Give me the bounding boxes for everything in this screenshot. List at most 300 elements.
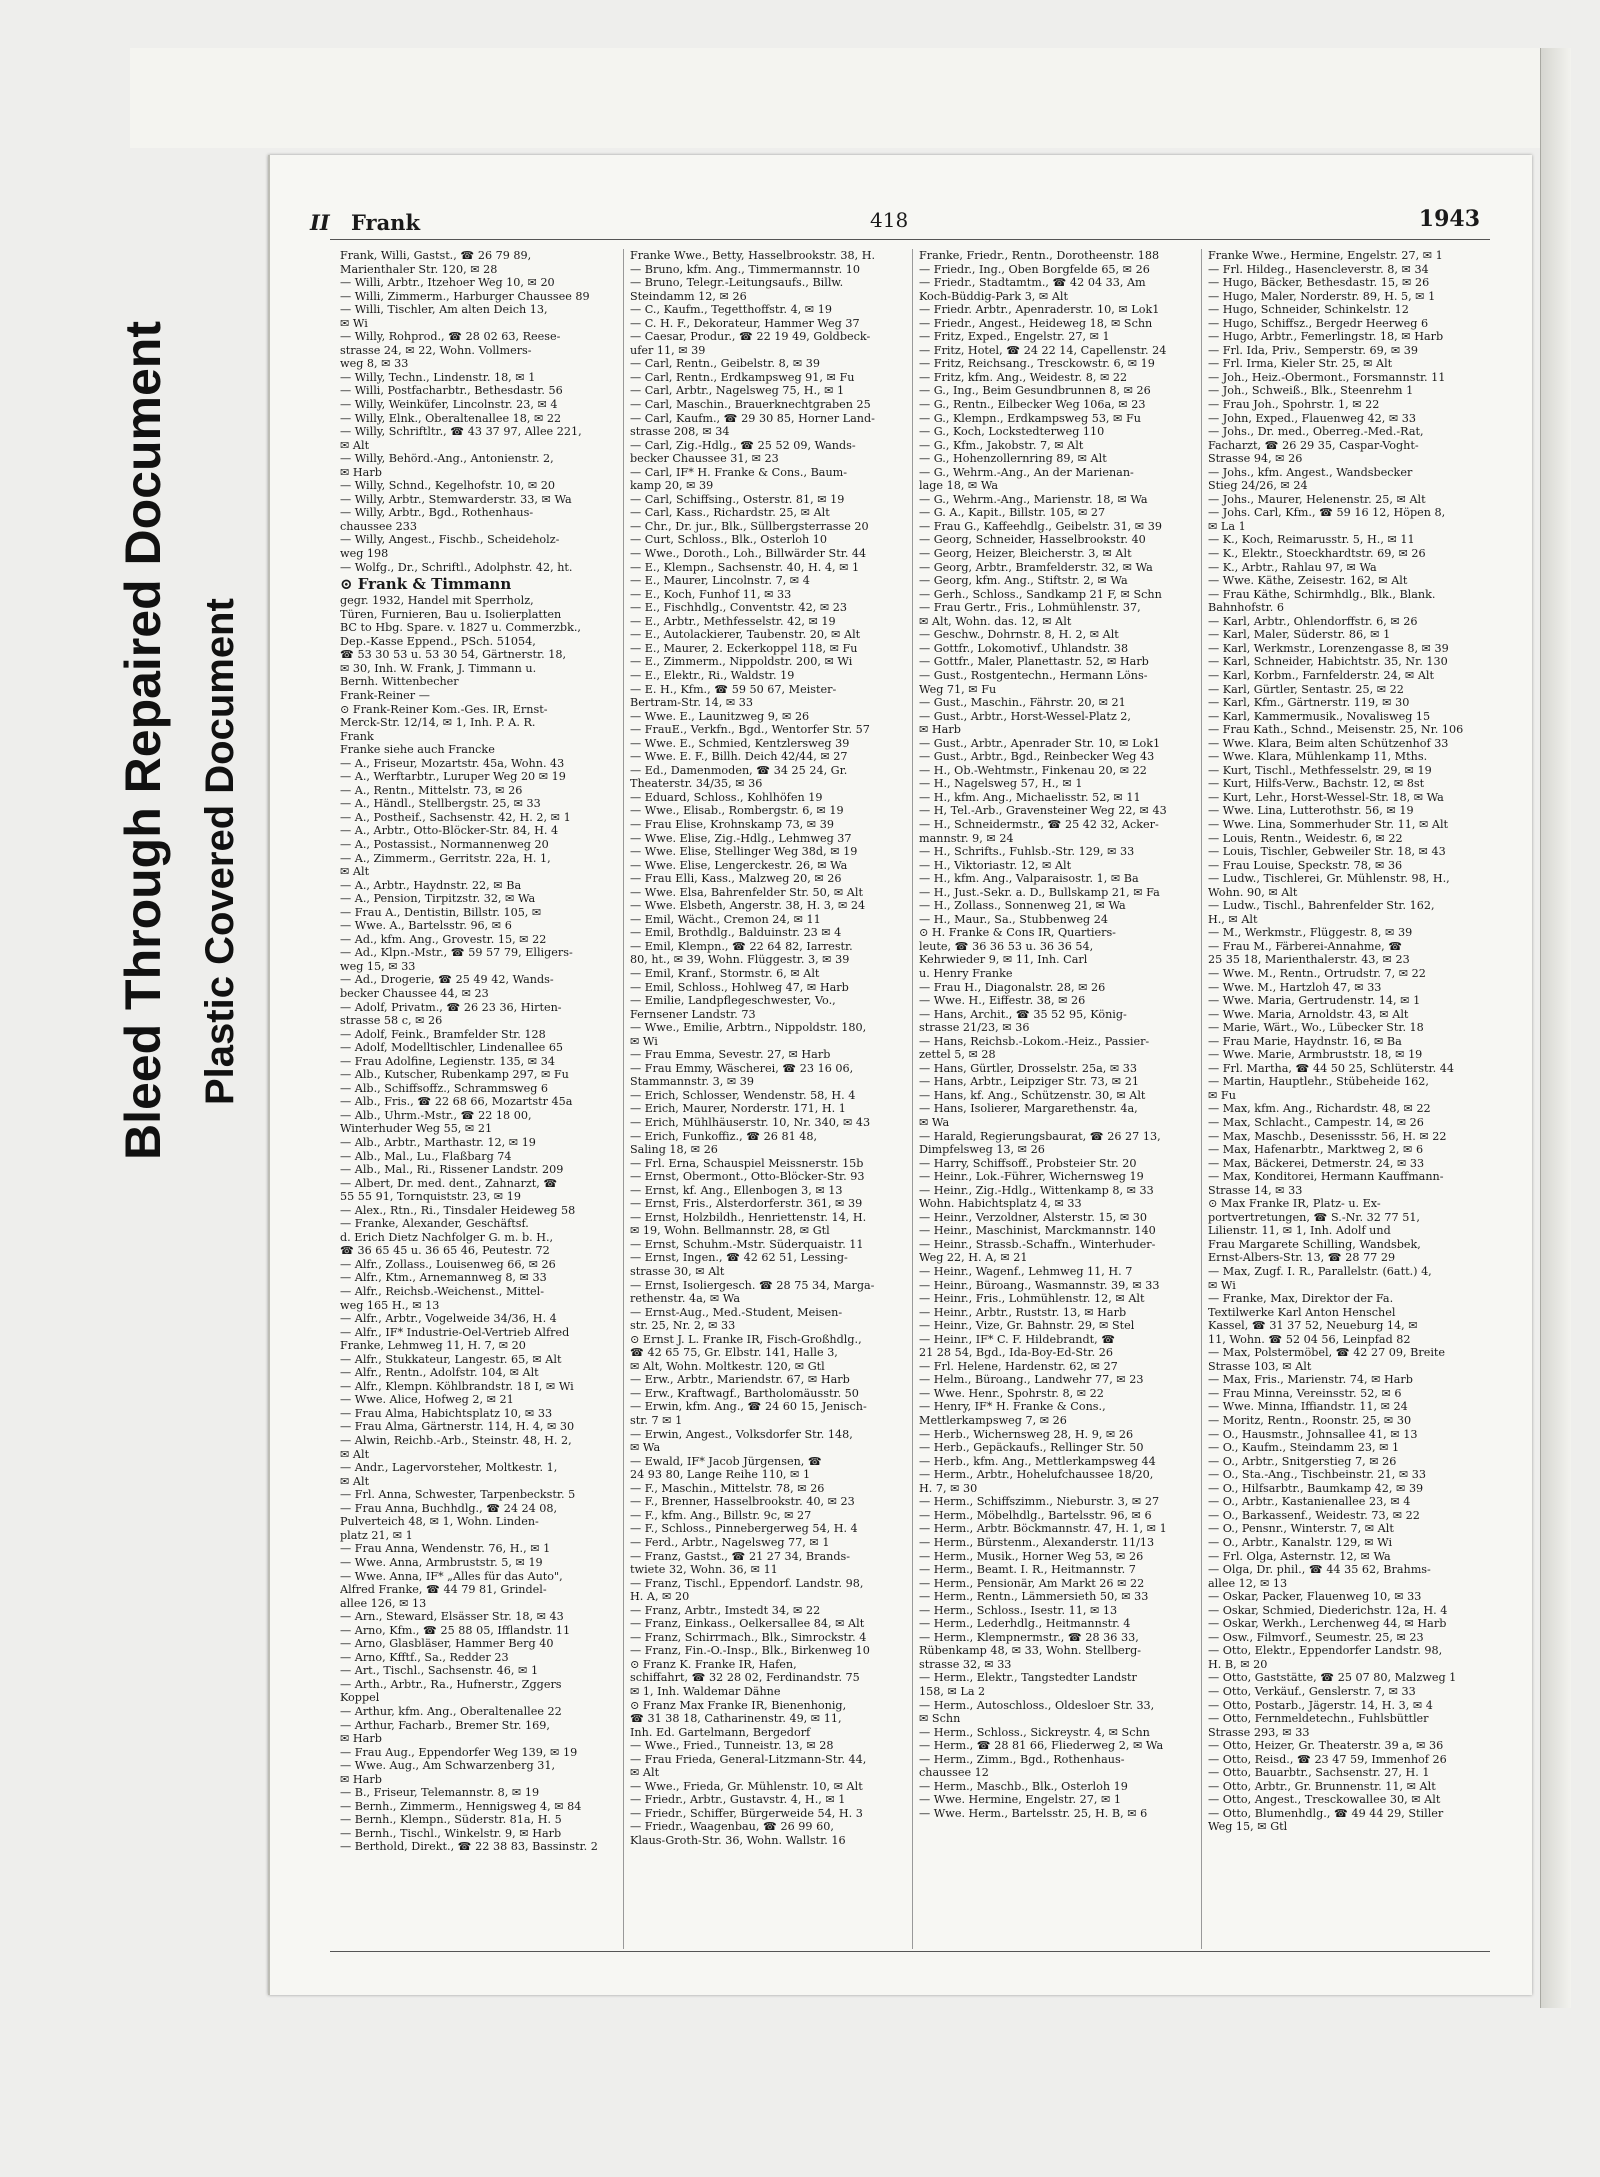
header-rule	[330, 239, 1490, 240]
directory-entry-line: — Herm., Elektr., Tangstedter Landstr	[919, 1671, 1137, 1685]
directory-entry-line: — Herm., Möbelhdlg., Bartelsstr. 96, ✉ 6	[919, 1508, 1152, 1522]
directory-entry-line: — Emil, Schloss., Hohlweg 47, ✉ Harb	[630, 980, 849, 994]
directory-entry-line: — Frau Minna, Vereinsstr. 52, ✉ 6	[1208, 1386, 1402, 1400]
directory-entry-line: — Wwe., Emilie, Arbtrn., Nippoldstr. 180,	[630, 1021, 867, 1035]
directory-entry-line: — Carl, Kass., Richardstr. 25, ✉ Alt	[630, 506, 830, 520]
directory-entry-line: — Frau G., Kaffeehdlg., Geibelstr. 31, ✉ 39	[919, 519, 1162, 533]
directory-entry-line: — Willy, Angest., Fischb., Scheideholz-	[340, 533, 560, 547]
directory-entry-line: — Herm., Arbtr. Böckmannstr. 47, H. 1, ✉ 1	[919, 1522, 1167, 1536]
directory-entry-line: — Herm., Schiffszimm., Nieburstr. 3, ✉ 27	[919, 1495, 1160, 1509]
directory-entry-line: ✉ Harb	[340, 465, 382, 479]
directory-entry-line: — Wwe. Elsa, Bahrenfelder Str. 50, ✉ Alt	[630, 885, 863, 899]
directory-entry-line: — Wwe. E., Launitzweg 9, ✉ 26	[630, 709, 810, 723]
footer-rule	[330, 1951, 1490, 1952]
directory-entry-line: — Arno, Kfm., ☎ 25 88 05, Ifflandstr. 11	[340, 1623, 571, 1637]
directory-entry-line: H. B, ✉ 20	[1208, 1657, 1268, 1671]
directory-entry-line: Alfred Franke, ☎ 44 79 81, Grindel-	[340, 1583, 547, 1597]
directory-entry-line: Strasse 94, ✉ 26	[1208, 452, 1303, 466]
column-2	[623, 249, 912, 1949]
directory-entry-line: — Friedr., Arbtr., Gustavstr. 4, H., ✉ 1	[630, 1793, 846, 1807]
directory-entry-line: — E., Koch, Funhof 11, ✉ 33	[630, 587, 792, 601]
directory-entry-line: — Herm., Rentn., Lämmersieth 50, ✉ 33	[919, 1590, 1149, 1604]
directory-entry-line: — Otto, Postarb., Jägerstr. 14, H. 3, ✉ 4	[1208, 1698, 1433, 1712]
directory-entry-line: — Hans, Arbtr., Leipziger Str. 73, ✉ 21	[919, 1075, 1139, 1089]
directory-entry-line: Pulverteich 48, ✉ 1, Wohn. Linden-	[340, 1515, 539, 1529]
directory-entry-line: Weg 71, ✉ Fu	[919, 682, 997, 696]
directory-entry-line: Inh. Ed. Gartelmann, Bergedorf	[630, 1725, 811, 1739]
directory-entry-line: ✉ Schn	[919, 1712, 961, 1726]
directory-entry-line: — Hugo, Maler, Norderstr. 89, H. 5, ✉ 1	[1208, 289, 1436, 303]
directory-entry-line: ✉ Alt	[340, 438, 370, 452]
directory-entry-line: — Hans, Gürtler, Drosselstr. 25a, ✉ 33	[919, 1061, 1138, 1075]
directory-entry-line: — Wwe., Elisab., Rombergstr. 6, ✉ 19	[630, 804, 844, 818]
directory-entry-line: — Alfr., Arbtr., Vogelweide 34/36, H. 4	[340, 1312, 557, 1326]
directory-entry-line: Frau Margarete Schilling, Wandsbek,	[1208, 1237, 1421, 1251]
directory-entry-line: Franke, Lehmweg 11, H. 7, ✉ 20	[340, 1339, 526, 1353]
directory-entry-line: — Willy, Behörd.-Ang., Antonienstr. 2,	[340, 452, 554, 466]
directory-entry-line: — Joh., Heiz.-Obermont., Forsmannstr. 11	[1208, 370, 1446, 384]
directory-entry-line: ⊙ Franz K. Franke IR, Hafen,	[630, 1657, 797, 1671]
directory-entry-line: — Friedr. Arbtr., Apenraderstr. 10, ✉ Lok1	[919, 303, 1160, 317]
directory-entry-line: — Frau Anna, Wendenstr. 76, H., ✉ 1	[340, 1542, 551, 1556]
directory-entry-line: — Bernh., Klempn., Süderstr. 81a, H. 5	[340, 1813, 562, 1827]
directory-entry-line: ✉ Harb	[340, 1732, 382, 1746]
directory-entry-line: — John, Exped., Flauenweg 42, ✉ 33	[1208, 411, 1417, 425]
directory-entry-line: — Max, Hafenarbtr., Marktweg 2, ✉ 6	[1208, 1143, 1424, 1157]
directory-entry-line: — Wwe. Maria, Arnoldstr. 43, ✉ Alt	[1208, 1007, 1409, 1021]
directory-entry-line: — Herm., Arbtr., Hohelufchaussee 18/20,	[919, 1468, 1154, 1482]
directory-entry-line: — Frl. Helene, Hardenstr. 62, ✉ 27	[919, 1359, 1118, 1373]
directory-entry-line: Frank	[340, 729, 374, 743]
directory-entry-line: — Alb., Schiffsoffz., Schrammsweg 6	[340, 1081, 549, 1095]
directory-entry-line: — Geschw., Dohrnstr. 8, H. 2, ✉ Alt	[919, 628, 1119, 642]
directory-entry-line: ⊙ Franz Max Franke IR, Bienenhonig,	[630, 1698, 847, 1712]
directory-entry-line: — O., Arbtr., Kastanienallee 23, ✉ 4	[1208, 1495, 1411, 1509]
directory-entry-line: — E., Arbtr., Methfesselstr. 42, ✉ 19	[630, 614, 836, 628]
column-4	[1201, 249, 1490, 1949]
directory-entry-line: — Emil, Klempn., ☎ 22 64 82, Iarrestr.	[630, 939, 853, 953]
directory-entry-line: — Willy, Arbtr., Bgd., Rothenhaus-	[340, 506, 534, 520]
directory-entry-line: — F., Brenner, Hasselbrookstr. 40, ✉ 23	[630, 1495, 855, 1509]
directory-entry-line: — O., Pensnr., Winterstr. 7, ✉ Alt	[1208, 1522, 1394, 1536]
directory-entry-line: — G., Hohenzollernring 89, ✉ Alt	[919, 452, 1107, 466]
directory-entry-line: — G., Wehrm.-Ang., An der Marienan-	[919, 465, 1134, 479]
directory-entry-line: — Friedr., Waagenbau, ☎ 26 99 60,	[630, 1820, 834, 1834]
directory-entry-line: — Georg, Arbtr., Bramfelderstr. 32, ✉ Wa	[919, 560, 1153, 574]
directory-entry-line: ☎ 53 30 53 u. 53 30 54, Gärtnerstr. 18,	[340, 648, 566, 662]
directory-entry-line: becker Chaussee 44, ✉ 23	[340, 986, 489, 1000]
running-head	[310, 200, 1500, 238]
directory-entry-line: — Ernst, Ingen., ☎ 42 62 51, Lessing-	[630, 1251, 848, 1265]
directory-entry-line: — Wwe. Herm., Bartelsstr. 25, H. B, ✉ 6	[919, 1806, 1148, 1820]
directory-entry-line: Strasse 293, ✉ 33	[1208, 1725, 1310, 1739]
directory-entry-line: — Max, Zugf. I. R., Parallelstr. (6att.) 4,	[1208, 1265, 1432, 1279]
bleed-through-label: Bleed Through Repaired Document	[115, 321, 171, 1160]
directory-entry-line: — Franz, Schirrmach., Blk., Simrockstr. 4	[630, 1630, 867, 1644]
directory-entry-line: portvertretungen, ☎ S.-Nr. 32 77 51,	[1208, 1210, 1420, 1224]
directory-entry-line: ✉ Alt	[340, 865, 370, 879]
directory-entry-line: — Max, Konditorei, Hermann Kauffmann-	[1208, 1170, 1444, 1184]
directory-entry-line: — O., Arbtr., Kanalstr. 129, ✉ Wi	[1208, 1535, 1393, 1549]
directory-entry-line: ✉ Fu	[1208, 1088, 1236, 1102]
directory-entry-line: — A., Friseur, Mozartstr. 45a, Wohn. 43	[340, 756, 565, 770]
directory-entry-line: — Frau Aug., Eppendorfer Weg 139, ✉ 19	[340, 1745, 578, 1759]
directory-entry-line: — Wwe. Aug., Am Schwarzenberg 31,	[340, 1759, 555, 1773]
directory-entry-line: — G., Kfm., Jakobstr. 7, ✉ Alt	[919, 438, 1084, 452]
directory-entry-line: Steindamm 12, ✉ 26	[630, 289, 747, 303]
directory-entry-line: zettel 5, ✉ 28	[919, 1048, 996, 1062]
directory-entry-line: Franke Wwe., Betty, Hasselbrookstr. 38, H.	[630, 249, 876, 262]
directory-entry-line: — Osw., Filmvorf., Seumestr. 25, ✉ 23	[1208, 1630, 1424, 1644]
directory-entry-line: — Alb., Uhrm.-Mstr., ☎ 22 18 00,	[340, 1108, 532, 1122]
directory-entry-line: — Gust., Arbtr., Apenrader Str. 10, ✉ Lok1	[919, 736, 1161, 750]
directory-entry-line: — O., Hausmstr., Johnsallee 41, ✉ 13	[1208, 1427, 1418, 1441]
directory-entry-line: — Alfr., Klempn. Köhlbrandstr. 18 I, ✉ Wi	[340, 1379, 574, 1393]
column-3	[912, 249, 1201, 1949]
section-number: II	[310, 210, 330, 235]
directory-entry-line: — Hans, Archit., ☎ 35 52 95, König-	[919, 1007, 1127, 1021]
directory-entry-line: — Hugo, Schiffsz., Bergedr Heerweg 6	[1208, 316, 1429, 330]
directory-entry-line: strasse 32, ✉ 33	[919, 1657, 1012, 1671]
directory-entry-line: — H., Viktoriastr. 12, ✉ Alt	[919, 858, 1072, 872]
directory-entry-line: Weg 15, ✉ Gtl	[1208, 1820, 1288, 1834]
directory-entry-line: Kassel, ☎ 31 37 52, Neueburg 14, ✉	[1208, 1319, 1418, 1333]
directory-entry-line: — Kurt, Lehr., Horst-Wessel-Str. 18, ✉ Wa	[1208, 790, 1444, 804]
directory-entry-line: — O., Barkassenf., Weidestr. 73, ✉ 22	[1208, 1508, 1420, 1522]
directory-entry-line: — M., Werkmstr., Flüggestr. 8, ✉ 39	[1208, 926, 1413, 940]
directory-entry-line: — Frau Alma, Gärtnerstr. 114, H. 4, ✉ 30	[340, 1420, 575, 1434]
directory-entry-line: — E., Elektr., Ri., Waldstr. 19	[630, 668, 795, 682]
directory-entry-line: Frank-Reiner —	[340, 688, 430, 702]
directory-entry-line: Klaus-Groth-Str. 36, Wohn. Wallstr. 16	[630, 1833, 846, 1847]
directory-entry-line: — A., Arbtr., Haydnstr. 22, ✉ Ba	[340, 878, 522, 892]
directory-entry-line: — Wolfg., Dr., Schriftl., Adolphstr. 42, ht.	[340, 560, 573, 574]
directory-entry-line: — Erw., Arbtr., Mariendstr. 67, ✉ Harb	[630, 1373, 850, 1387]
directory-entry-line: — Max, Schlacht., Campestr. 14, ✉ 26	[1208, 1116, 1424, 1129]
directory-entry-line: — Alwin, Reichb.-Arb., Steinstr. 48, H. 2,	[340, 1434, 572, 1448]
directory-entry-line: — H, Tel.-Arb., Gravensteiner Weg 22, ✉ 43	[919, 804, 1167, 818]
directory-entry-line: — E., Maurer, 2. Eckerkoppel 118, ✉ Fu	[630, 641, 858, 655]
directory-entry-line: — Herm., Musik., Horner Weg 53, ✉ 26	[919, 1549, 1144, 1563]
year: 1943	[1418, 206, 1480, 232]
firm-heading: ⊙ Frank & Timmann	[340, 575, 512, 594]
directory-entry-line: — Alfr., Ktm., Arnemannweg 8, ✉ 33	[340, 1271, 547, 1285]
directory-entry-line: — Wwe. Alice, Hofweg 2, ✉ 21	[340, 1393, 514, 1407]
directory-entry-line: — Andr., Lagervorsteher, Moltkestr. 1,	[340, 1461, 558, 1475]
directory-entry-line: — Frau Anna, Buchhdlg., ☎ 24 24 08,	[340, 1501, 558, 1515]
directory-entry-line: leute, ☎ 36 36 53 u. 36 36 54,	[919, 939, 1094, 953]
directory-entry-line: — Frau Kath., Schnd., Meisenstr. 25, Nr. 106	[1208, 723, 1464, 737]
directory-entry-line: str. 7 ✉ 1	[630, 1414, 683, 1428]
directory-entry-line: Franke siehe auch Francke	[340, 743, 495, 757]
page-number: 418	[870, 208, 909, 232]
directory-entry-line: gegr. 1932, Handel mit Sperrholz,	[340, 594, 534, 608]
directory-entry-line: — Alb., Fris., ☎ 22 68 66, Mozartstr 45a	[340, 1095, 573, 1109]
directory-entry-line: — Heinr., Zig.-Hdlg., Wittenkamp 8, ✉ 33	[919, 1183, 1154, 1197]
directory-entry-line: — Carl, Maschin., Brauerknechtgraben 25	[630, 398, 871, 412]
directory-entry-line: twiete 32, Wohn. 36, ✉ 11	[630, 1563, 778, 1577]
directory-entry-line: — Curt, Schloss., Blk., Osterloh 10	[630, 533, 827, 547]
directory-entry-line: — E., Klempn., Sachsenstr. 40, H. 4, ✉ 1	[630, 560, 860, 574]
directory-entry-line: — Karl, Korbm., Farnfelderstr. 24, ✉ Alt	[1208, 668, 1434, 682]
directory-entry-line: — Herm., ☎ 28 81 66, Fliederweg 2, ✉ Wa	[919, 1739, 1164, 1753]
directory-entry-line: — Gust., Arbtr., Bgd., Reinbecker Weg 43	[919, 750, 1155, 764]
directory-entry-line: — Wwe. Klara, Mühlenkamp 11, Mths.	[1208, 750, 1428, 764]
directory-entry-line: — Georg, kfm. Ang., Stiftstr. 2, ✉ Wa	[919, 574, 1128, 588]
directory-entry-line: strasse 24, ✉ 22, Wohn. Vollmers-	[340, 343, 532, 357]
directory-entry-line: — Emilie, Landpflegeschwester, Vo.,	[630, 994, 836, 1008]
directory-entry-line: — Wwe. Elise, Lengerckestr. 26, ✉ Wa	[630, 858, 848, 872]
directory-entry-line: H. 7, ✉ 30	[919, 1481, 978, 1495]
directory-entry-line: — Arthur, Facharb., Bremer Str. 169,	[340, 1718, 550, 1732]
directory-entry-line: ✉ La 1	[1208, 519, 1246, 533]
directory-entry-line: — Louis, Tischler, Gebweiler Str. 18, ✉ 43	[1208, 845, 1446, 859]
directory-entry-line: Merck-Str. 12/14, ✉ 1, Inh. P. A. R.	[340, 716, 536, 730]
directory-entry-line: — Ferd., Arbtr., Nagelsweg 77, ✉ 1	[630, 1535, 830, 1549]
directory-entry-line: — Johs., Dr. med., Oberreg.-Med.-Rat,	[1208, 425, 1424, 439]
directory-entry-line: 21 28 54, Bgd., Ida-Boy-Ed-Str. 26	[919, 1346, 1113, 1360]
directory-entry-line: — A., Zimmerm., Gerritstr. 22a, H. 1,	[340, 851, 551, 865]
directory-entry-line: — A., Postassist., Normannenweg 20	[340, 837, 549, 851]
directory-entry-line: — Willi, Postfacharbtr., Bethesdastr. 56	[340, 384, 563, 398]
directory-entry-line: — H., Ob.-Wehtmstr., Finkenau 20, ✉ 22	[919, 763, 1147, 777]
directory-entry-line: ☎ 42 65 75, Gr. Elbstr. 141, Halle 3,	[630, 1346, 838, 1360]
directory-entry-line: — Frl. Hildeg., Hasencleverstr. 8, ✉ 34	[1208, 262, 1429, 276]
directory-entry-line: rethenstr. 4a, ✉ Wa	[630, 1292, 740, 1306]
directory-entry-line: — Ernst, Obermont., Otto-Blöcker-Str. 93	[630, 1170, 865, 1184]
directory-entry-line: — Frau Gertr., Fris., Lohmühlenstr. 37,	[919, 601, 1141, 615]
directory-entry-line: 11, Wohn. ☎ 52 04 56, Leinpfad 82	[1208, 1332, 1411, 1346]
directory-entry-line: ⊙ Ernst J. L. Franke IR, Fisch-Großhdlg.,	[630, 1332, 862, 1346]
directory-entry-line: — Fritz, kfm. Ang., Weidestr. 8, ✉ 22	[919, 370, 1128, 384]
directory-entry-line: d. Erich Dietz Nachfolger G. m. b. H.,	[340, 1230, 554, 1244]
directory-entry-line: schiffahrt, ☎ 32 28 02, Ferdinandstr. 75	[630, 1671, 860, 1685]
directory-entry-line: — Herm., Schloss., Sickreystr. 4, ✉ Schn	[919, 1725, 1150, 1739]
directory-entry-line: — Herm., Klempnermstr., ☎ 28 36 33,	[919, 1630, 1139, 1644]
directory-entry-line: allee 12, ✉ 13	[1208, 1576, 1288, 1590]
directory-entry-line: — Erwin, kfm. Ang., ☎ 24 60 15, Jenisch-	[630, 1400, 867, 1414]
directory-entry-line: — Wwe. A., Bartelsstr. 96, ✉ 6	[340, 919, 512, 933]
section-label	[310, 210, 420, 235]
directory-entry-line: — Alb., Mal., Lu., Flaßbarg 74	[340, 1149, 512, 1163]
directory-entry-line: — Joh., Schweiß., Blk., Steenrehm 1	[1208, 384, 1414, 398]
directory-entry-line: — Alfr., Zollass., Louisenweg 66, ✉ 26	[340, 1257, 556, 1271]
directory-entry-line: — Karl, Kfm., Gärtnerstr. 119, ✉ 30	[1208, 696, 1410, 710]
directory-entry-line: ☎ 31 38 18, Catharinenstr. 49, ✉ 11,	[630, 1712, 842, 1726]
directory-entry-line: — Kurt, Tischl., Methfesselstr. 29, ✉ 19	[1208, 763, 1432, 777]
directory-entry-line: — O., Arbtr., Snitgerstieg 7, ✉ 26	[1208, 1454, 1397, 1468]
directory-entry-line: — E. H., Kfm., ☎ 59 50 67, Meister-	[630, 682, 837, 696]
directory-entry-line: 24 93 80, Lange Reihe 110, ✉ 1	[630, 1468, 811, 1482]
directory-entry-line: — Herm., Schloss., Isestr. 11, ✉ 13	[919, 1603, 1118, 1617]
directory-entry-line: Franke, Friedr., Rentn., Dorotheenstr. 188	[919, 249, 1160, 262]
directory-page	[268, 155, 1532, 1995]
directory-entry-line: — Helm., Büroang., Landwehr 77, ✉ 23	[919, 1373, 1144, 1387]
directory-entry-line: — Hugo, Schneider, Schinkelstr. 12	[1208, 303, 1409, 317]
directory-entry-line: strasse 21/23, ✉ 36	[919, 1021, 1030, 1035]
directory-entry-line: ✉ 1, Inh. Waldemar Dähne	[630, 1684, 781, 1698]
directory-entry-line: Strasse 103, ✉ Alt	[1208, 1359, 1312, 1373]
directory-entry-line: — Ludw., Tischlerei, Gr. Mühlenstr. 98, H.,	[1208, 872, 1450, 886]
directory-entry-line: — G., Wehrm.-Ang., Marienstr. 18, ✉ Wa	[919, 492, 1148, 506]
directory-entry-line: — Friedr., Ing., Oben Borgfelde 65, ✉ 26	[919, 262, 1150, 276]
directory-entry-line: — Frau Frieda, General-Litzmann-Str. 44,	[630, 1752, 867, 1766]
directory-entry-line: — Heinr., IF* C. F. Hildebrandt, ☎	[919, 1332, 1116, 1346]
directory-entry-line: — Heinr., Fris., Lohmühlenstr. 12, ✉ Alt	[919, 1292, 1145, 1306]
directory-entry-line: — Wwe. M., Hartzloh 47, ✉ 33	[1208, 980, 1382, 994]
directory-entry-line: — Herm., Beamt. I. R., Heitmannstr. 7	[919, 1563, 1136, 1577]
directory-entry-line: — Franke, Max, Direktor der Fa.	[1208, 1292, 1394, 1306]
directory-entry-line: — Frau Käthe, Schirmhdlg., Blk., Blank.	[1208, 587, 1436, 601]
directory-entry-line: — Johs., kfm. Angest., Wandsbecker	[1208, 465, 1413, 479]
directory-entry-line: — Wwe. Anna, Armbruststr. 5, ✉ 19	[340, 1555, 543, 1569]
directory-entry-line: — Carl, Arbtr., Nagelsweg 75, H., ✉ 1	[630, 384, 845, 398]
directory-entry-line: — Friedr., Schiffer, Bürgerweide 54, H. 3	[630, 1806, 863, 1820]
directory-entry-line: — Max, Fris., Marienstr. 74, ✉ Harb	[1208, 1373, 1413, 1387]
directory-entry-line: Theaterstr. 34/35, ✉ 36	[630, 777, 763, 791]
directory-entry-line: — Willy, Schriftltr., ☎ 43 37 97, Allee 221,	[340, 425, 582, 439]
directory-entry-line: — Wwe. Käthe, Zeisestr. 162, ✉ Alt	[1208, 574, 1408, 588]
directory-entry-line: 25 35 18, Marienthalerstr. 43, ✉ 23	[1208, 953, 1410, 967]
directory-entry-line: — A., Rentn., Mittelstr. 73, ✉ 26	[340, 783, 523, 797]
directory-entry-line: — Hans, kf. Ang., Schützenstr. 30, ✉ Alt	[919, 1088, 1146, 1102]
directory-entry-line: — Wwe. Maria, Gertrudenstr. 14, ✉ 1	[1208, 994, 1421, 1008]
directory-entry-line: — Ernst, Fris., Alsterdorferstr. 361, ✉ 39	[630, 1197, 863, 1211]
directory-entry-line: — F., kfm. Ang., Billstr. 9c, ✉ 27	[630, 1508, 812, 1522]
directory-entry-line: — Franz, Tischl., Eppendorf. Landstr. 98,	[630, 1576, 864, 1590]
directory-entry-line: Mettlerkampsweg 7, ✉ 26	[919, 1414, 1067, 1428]
directory-entry-line: — Karl, Maler, Süderstr. 86, ✉ 1	[1208, 628, 1391, 642]
directory-entry-line: — Otto, Elektr., Eppendorfer Landstr. 98,	[1208, 1644, 1443, 1658]
directory-entry-line: platz 21, ✉ 1	[340, 1528, 413, 1542]
directory-entry-line: — Ad., Klpn.-Mstr., ☎ 59 57 79, Elligers-	[340, 946, 573, 960]
directory-entry-line: — Caesar, Produr., ☎ 22 19 49, Goldbeck-	[630, 330, 871, 344]
directory-entry-line: Bernh. Wittenbecher	[340, 675, 459, 689]
directory-entry-line: — F., Maschin., Mittelstr. 78, ✉ 26	[630, 1481, 825, 1495]
directory-entry-line: — Alex., Rtn., Ri., Tinsdaler Heideweg 58	[340, 1203, 576, 1217]
directory-entry-line: Weg 22, H. A, ✉ 21	[919, 1251, 1028, 1265]
directory-entry-line: — H., Just.-Sekr. a. D., Bullskamp 21, ✉ Fa	[919, 885, 1160, 899]
directory-entry-line: — Harald, Regierungsbaurat, ☎ 26 27 13,	[919, 1129, 1161, 1143]
directory-entry-line: — Willy, Techn., Lindenstr. 18, ✉ 1	[340, 370, 536, 384]
directory-entry-line: — Carl, Kaufm., ☎ 29 30 85, Horner Land-	[630, 411, 875, 425]
directory-entry-line: — K., Arbtr., Rahlau 97, ✉ Wa	[1208, 560, 1377, 574]
directory-entry-line: — Bruno, kfm. Ang., Timmermannstr. 10	[630, 262, 860, 276]
directory-entry-line: ⊙ Frank-Reiner Kom.-Ges. IR, Ernst-	[340, 702, 548, 716]
directory-entry-line: allee 126, ✉ 13	[340, 1596, 427, 1610]
directory-entry-line: — Carl, Rentn., Erdkampsweg 91, ✉ Fu	[630, 370, 855, 384]
directory-entry-line: — Wwe. H., Eiffestr. 38, ✉ 26	[919, 994, 1086, 1008]
directory-entry-line: — Fritz, Exped., Engelstr. 27, ✉ 1	[919, 330, 1110, 344]
directory-entry-line: — H., Zollass., Sonnenweg 21, ✉ Wa	[919, 899, 1126, 913]
directory-entry-line: — Louis, Rentn., Weidestr. 6, ✉ 22	[1208, 831, 1403, 845]
directory-entry-line: — O., Hilfsarbtr., Baumkamp 42, ✉ 39	[1208, 1481, 1424, 1495]
directory-entry-line: — G., Ing., Beim Gesundbrunnen 8, ✉ 26	[919, 384, 1151, 398]
directory-entry-line: — H., Maur., Sa., Stubbenweg 24	[919, 912, 1108, 926]
directory-entry-line: — Alfr., IF* Industrie-Oel-Vertrieb Alfred	[340, 1325, 570, 1339]
directory-entry-line: ✉ Alt, Wohn. Moltkestr. 120, ✉ Gtl	[630, 1359, 825, 1373]
directory-entry-line: — Eduard, Schloss., Kohlhöfen 19	[630, 790, 823, 804]
directory-entry-line: — Frl. Irma, Kieler Str. 25, ✉ Alt	[1208, 357, 1393, 371]
directory-entry-line: — Wwe. Hermine, Engelstr. 27, ✉ 1	[919, 1793, 1121, 1807]
directory-entry-line: strasse 208, ✉ 34	[630, 425, 730, 439]
directory-entry-line: — E., Autolackierer, Taubenstr. 20, ✉ Alt	[630, 628, 861, 642]
column-1	[334, 249, 623, 1949]
directory-entry-line: ✉ Wa	[919, 1116, 950, 1129]
directory-entry-line: Saling 18, ✉ 26	[630, 1143, 718, 1157]
directory-entry-line: — Ernst, Isoliergesch. ☎ 28 75 34, Marga-	[630, 1278, 875, 1292]
directory-entry-line: — F., Schloss., Pinnebergerweg 54, H. 4	[630, 1522, 858, 1536]
directory-entry-line: — Wwe. Lina, Lutterothstr. 56, ✉ 19	[1208, 804, 1414, 818]
directory-entry-line: — Emil, Brothdlg., Balduinstr. 23 ✉ 4	[630, 926, 842, 940]
directory-entry-line: Dimpfelsweg 13, ✉ 26	[919, 1143, 1045, 1157]
directory-entry-line: — Max, Maschb., Desenissstr. 56, H. ✉ 22	[1208, 1129, 1447, 1143]
directory-entry-line: — Heinr., Strassb.-Schaffn., Winterhuder-	[919, 1237, 1156, 1251]
directory-entry-line: — G., Koch, Lockstedterweg 110	[919, 425, 1105, 439]
directory-entry-line: — Max, Bäckerei, Detmerstr. 24, ✉ 33	[1208, 1156, 1425, 1170]
directory-entry-line: chaussee 233	[340, 519, 417, 533]
directory-entry-line: — G. A., Kapit., Billstr. 105, ✉ 27	[919, 506, 1106, 520]
directory-entry-line: — Willi, Zimmerm., Harburger Chaussee 89	[340, 289, 590, 303]
directory-entry-line: weg 165 H., ✉ 13	[340, 1298, 440, 1312]
directory-entry-line: — Frl. Martha, ☎ 44 50 25, Schlüterstr. 44	[1208, 1061, 1455, 1075]
directory-entry-line: — Ad., Drogerie, ☎ 25 49 42, Wands-	[340, 973, 554, 987]
directory-entry-line: — B., Friseur, Telemannstr. 8, ✉ 19	[340, 1786, 540, 1800]
directory-entry-line: — Frau Louise, Speckstr. 78, ✉ 36	[1208, 858, 1403, 872]
directory-entry-line: ✉ 19, Wohn. Bellmannstr. 28, ✉ Gtl	[630, 1224, 830, 1238]
directory-entry-line: BC to Hbg. Spare. v. 1827 u. Commerzbk.,	[340, 621, 581, 635]
directory-entry-line: — Art., Tischl., Sachsenstr. 46, ✉ 1	[340, 1664, 539, 1678]
directory-entry-line: — E., Maurer, Lincolnstr. 7, ✉ 4	[630, 574, 810, 588]
directory-entry-line: — Wwe. E. F., Billh. Deich 42/44, ✉ 27	[630, 750, 848, 764]
directory-entry-line: Stieg 24/26, ✉ 24	[1208, 479, 1308, 493]
directory-entry-line: — Wwe. Lina, Sommerhuder Str. 11, ✉ Alt	[1208, 817, 1449, 831]
directory-entry-line: — Ed., Damenmoden, ☎ 34 25 24, Gr.	[630, 763, 848, 777]
directory-entry-line: — Frau A., Dentistin, Billstr. 105, ✉	[340, 905, 542, 919]
directory-entry-line: — Ernst, Holzbildh., Henriettenstr. 14, H.	[630, 1210, 867, 1224]
directory-entry-line: — Erich, Schlosser, Wendenstr. 58, H. 4	[630, 1088, 856, 1102]
directory-entry-line: — Frau Alma, Habichtsplatz 10, ✉ 33	[340, 1406, 553, 1420]
directory-entry-line: — Herb., Gepäckaufs., Rellinger Str. 50	[919, 1441, 1144, 1455]
directory-entry-line: — Herm., Autoschloss., Oldesloer Str. 33,	[919, 1698, 1155, 1712]
directory-entry-line: — Oskar, Packer, Flauenweg 10, ✉ 33	[1208, 1590, 1422, 1604]
directory-entry-line: — Karl, Kammermusik., Novalisweg 15	[1208, 709, 1431, 723]
directory-entry-line: — K., Elektr., Stoeckhardtstr. 69, ✉ 26	[1208, 547, 1426, 561]
directory-entry-line: — Ernst-Aug., Med.-Student, Meisen-	[630, 1305, 843, 1319]
directory-entry-line: — Hans, Reichsb.-Lokom.-Heiz., Passier-	[919, 1034, 1150, 1048]
directory-entry-line: — Arno, Glasbläser, Hammer Berg 40	[340, 1637, 554, 1651]
directory-entry-line: — Otto, Verkäuf., Genslerstr. 7, ✉ 33	[1208, 1684, 1416, 1698]
directory-entry-line: — O., Sta.-Ang., Tischbeinstr. 21, ✉ 33	[1208, 1468, 1427, 1482]
directory-entry-line: — E., Fischhdlg., Conventstr. 42, ✉ 23	[630, 601, 848, 615]
directory-entry-line: ✉ Wi	[1208, 1278, 1236, 1292]
directory-entry-line: — Herm., Bürstenm., Alexanderstr. 11/13	[919, 1535, 1155, 1549]
directory-entry-line: — Heinr., Lok.-Führer, Wichernsweg 19	[919, 1170, 1144, 1184]
directory-entry-line: ✉ Alt	[340, 1474, 370, 1488]
directory-entry-line: weg 8, ✉ 33	[340, 357, 409, 371]
directory-entry-line: — Herb., Wichernsweg 28, H. 9, ✉ 26	[919, 1427, 1134, 1441]
directory-entry-line: — A., Postheif., Sachsenstr. 42, H. 2, ✉ 1	[340, 810, 571, 824]
directory-entry-line: 55 55 91, Tornquiststr. 23, ✉ 19	[340, 1190, 521, 1204]
directory-entry-line: — Fritz, Reichsang., Tresckowstr. 6, ✉ 19	[919, 357, 1155, 371]
directory-entry-line: — Franke, Alexander, Geschäftsf.	[340, 1217, 529, 1231]
directory-entry-line: strasse 30, ✉ Alt	[630, 1265, 725, 1279]
directory-entry-line: ✉ Wa	[630, 1441, 661, 1455]
directory-entry-line: — Hugo, Arbtr., Femerlingstr. 18, ✉ Harb	[1208, 330, 1444, 344]
directory-entry-line: — Arth., Arbtr., Ra., Hufnerstr., Zggers	[340, 1677, 562, 1691]
directory-entry-line: — G., Klempn., Erdkampsweg 53, ✉ Fu	[919, 411, 1141, 425]
directory-entry-line: — Moritz, Rentn., Roonstr. 25, ✉ 30	[1208, 1414, 1412, 1428]
